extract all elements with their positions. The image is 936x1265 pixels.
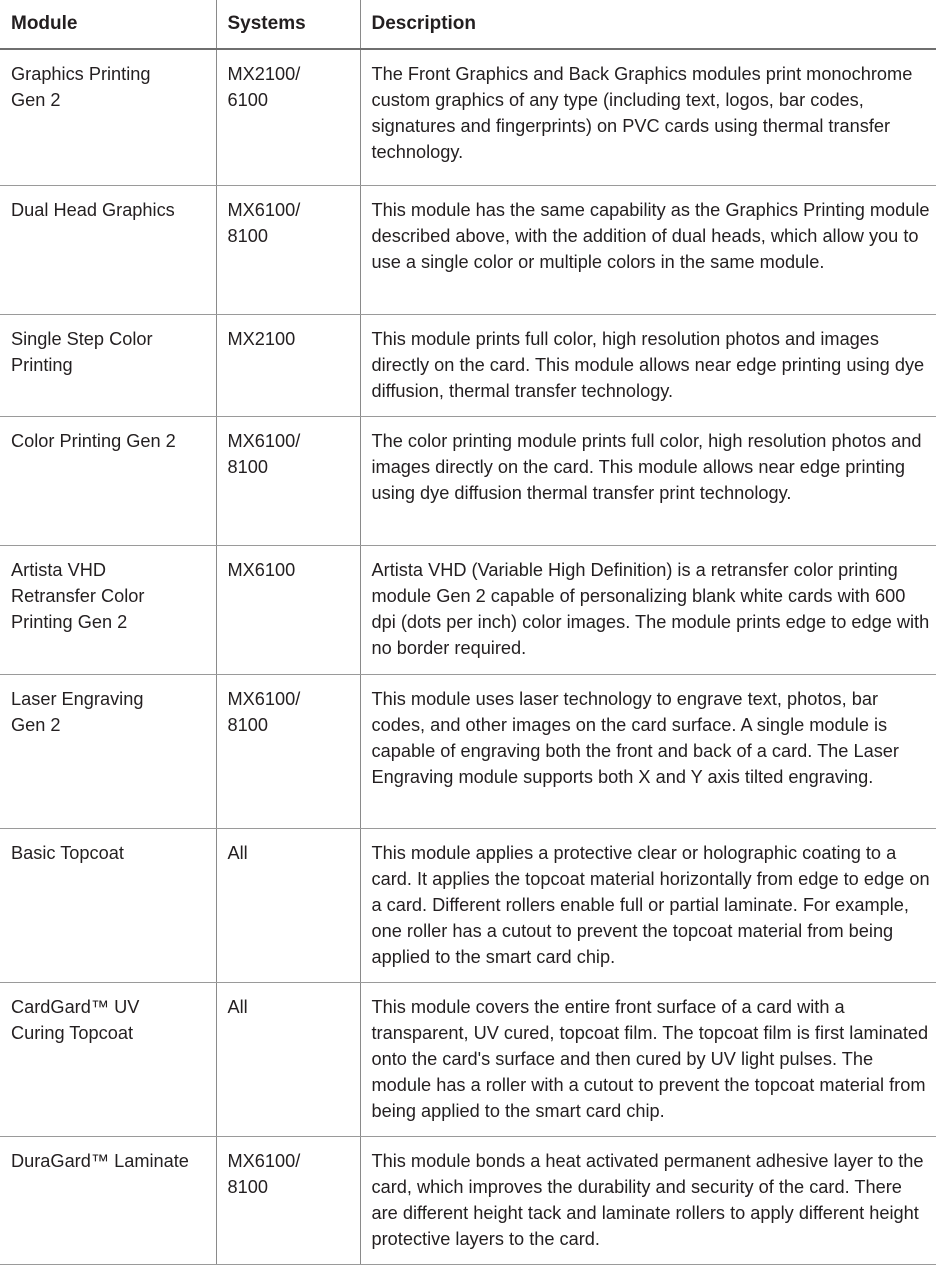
systems-value: MX6100 — [227, 559, 296, 580]
description-text: This module bonds a heat activated permanent adhesive layer to the card, which improves the durability and security of the card. There are different height tack and laminate rollers to apply different height protective layers to the card. — [371, 1150, 924, 1249]
systems-value: All — [227, 996, 248, 1017]
description-cell — [360, 314, 936, 416]
module-cell — [0, 674, 216, 828]
description-cell — [360, 828, 936, 982]
table-row — [0, 49, 936, 185]
module-cell — [0, 416, 216, 545]
module-name: Basic Topcoat — [11, 842, 124, 863]
systems-value: MX2100 — [227, 328, 296, 349]
systems-cell — [216, 314, 360, 416]
table-row — [0, 674, 936, 828]
description-cell — [360, 545, 936, 674]
table-row — [0, 545, 936, 674]
table-row — [0, 416, 936, 545]
table-row — [0, 828, 936, 982]
module-cell — [0, 314, 216, 416]
systems-cell — [216, 545, 360, 674]
description-text: This module applies a protective clear or holographic coating to a card. It applies the topcoat material horizontally from edge to edge on a card. Different rollers enable full or partial laminate. For example, one roller has a cutout to prevent the topcoat material from being applied to the smart card chip. — [371, 842, 930, 967]
systems-value: MX2100/ 6100 — [227, 64, 301, 110]
table-row — [0, 314, 936, 416]
table-row — [0, 185, 936, 314]
module-name: Artista VHD Retransfer Color Printing Gen 2 — [11, 559, 145, 632]
description-cell — [360, 49, 936, 185]
systems-cell — [216, 49, 360, 185]
module-cell — [0, 982, 216, 1136]
table-row — [0, 982, 936, 1136]
description-text: The color printing module prints full color, high resolution photos and images directly on the card. This module allows near edge printing using dye diffusion thermal transfer print technology. — [371, 430, 922, 503]
module-name: DuraGard™ Laminate — [11, 1150, 189, 1171]
table-row — [0, 1136, 936, 1264]
description-text: This module uses laser technology to engrave text, photos, bar codes, and other images on the card surface. A single module is capable of engraving both the front and back of a card. The Laser Engraving module supports both X and Y axis tilted engraving. — [371, 688, 899, 787]
systems-cell — [216, 674, 360, 828]
table-body — [0, 49, 936, 1264]
module-cell — [0, 545, 216, 674]
description-cell — [360, 982, 936, 1136]
systems-value: MX6100/ 8100 — [227, 1150, 301, 1197]
module-cell — [0, 185, 216, 314]
systems-value: MX6100/ 8100 — [227, 430, 301, 477]
description-cell — [360, 674, 936, 828]
table-header — [0, 0, 936, 49]
description-text: This module prints full color, high resolution photos and images directly on the card. This module allows near edge printing using dye diffusion, thermal transfer technology. — [371, 328, 925, 401]
module-cell — [0, 49, 216, 185]
header-description: Description — [360, 0, 936, 49]
module-name: CardGard™ UV Curing Topcoat — [11, 996, 140, 1043]
description-text: The Front Graphics and Back Graphics modules print monochrome custom graphics of any type (including text, logos, bar codes, signatures and fingerprints) on PVC cards using thermal transfer technology. — [371, 64, 913, 162]
module-cell — [0, 828, 216, 982]
systems-cell — [216, 982, 360, 1136]
systems-cell — [216, 1136, 360, 1264]
header-module: Module — [0, 0, 216, 49]
module-name: Graphics Printing Gen 2 — [11, 64, 151, 110]
header-systems: Systems — [216, 0, 360, 49]
systems-value: MX6100/ 8100 — [227, 199, 301, 246]
module-name: Color Printing Gen 2 — [11, 430, 176, 451]
systems-cell — [216, 185, 360, 314]
module-name: Single Step Color Printing — [11, 328, 153, 375]
description-text: Artista VHD (Variable High Definition) is a retransfer color printing module Gen 2 capable of personalizing blank white cards with 600 dpi (dots per inch) color images. The module prints edge to edge with no border required. — [371, 559, 930, 658]
description-cell — [360, 185, 936, 314]
systems-value: All — [227, 842, 248, 863]
systems-cell — [216, 828, 360, 982]
module-name: Laser Engraving Gen 2 — [11, 688, 144, 735]
module-cell — [0, 1136, 216, 1264]
systems-value: MX6100/ 8100 — [227, 688, 301, 735]
description-text: This module covers the entire front surface of a card with a transparent, UV cured, topcoat film. The topcoat film is first laminated onto the card's surface and then cured by UV light pulses. The module has a roller with a cutout to prevent the topcoat material from being applied to the smart card chip. — [371, 996, 929, 1121]
description-cell — [360, 416, 936, 545]
header-row — [0, 0, 936, 49]
description-cell — [360, 1136, 936, 1264]
module-name: Dual Head Graphics — [11, 199, 175, 220]
description-text: This module has the same capability as the Graphics Printing module described above, with the addition of dual heads, which allow you to use a single color or multiple colors in the same module. — [371, 199, 930, 272]
systems-cell — [216, 416, 360, 545]
